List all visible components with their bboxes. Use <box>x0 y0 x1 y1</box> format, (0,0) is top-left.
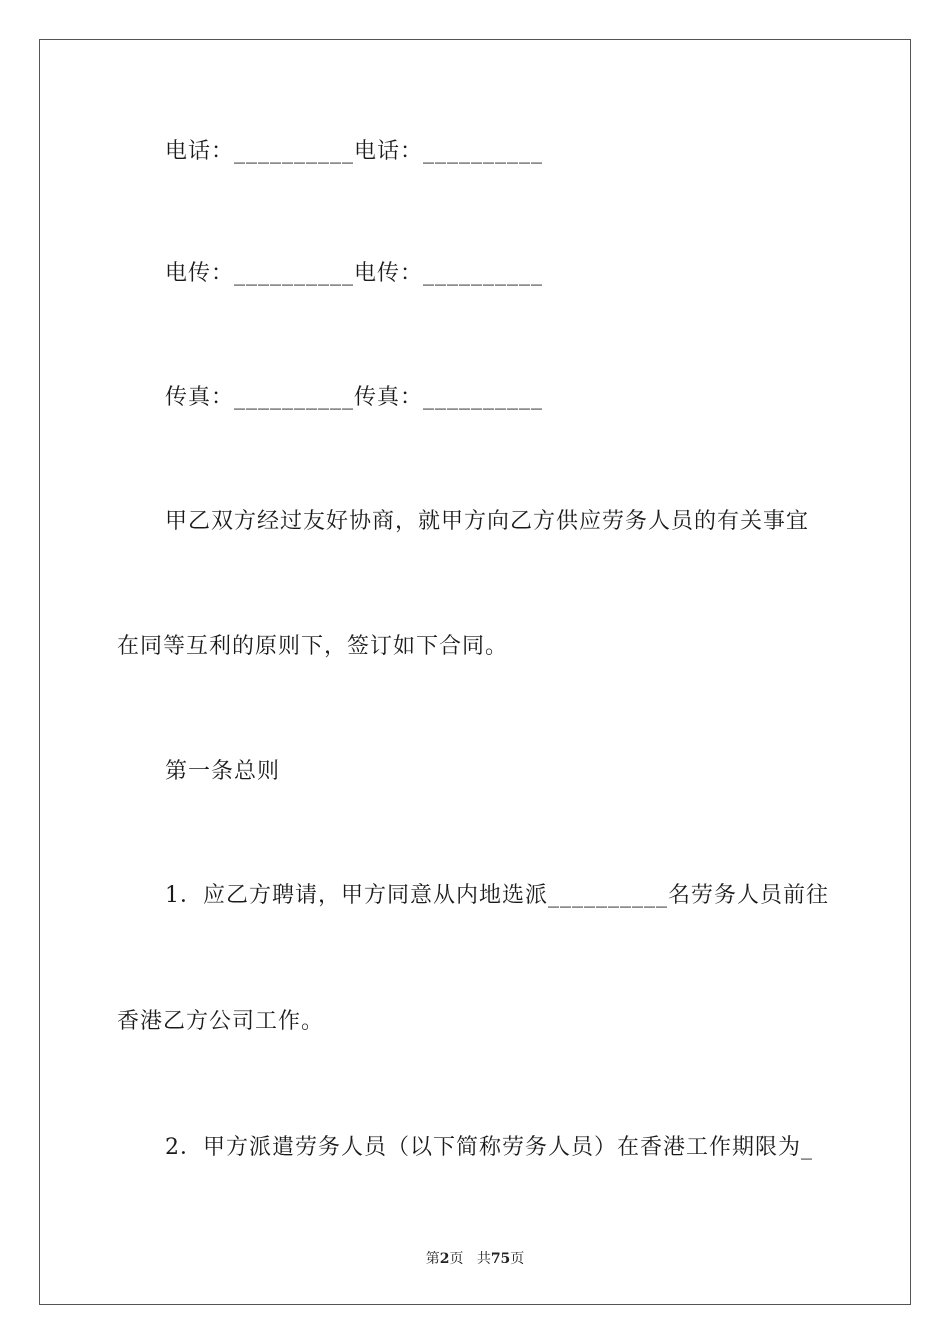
total-prefix: 共 <box>476 1251 491 1267</box>
phone-line: 电话：__________电话：__________ <box>165 139 544 164</box>
telex-line: 电传：__________电传：__________ <box>165 261 544 286</box>
fax-line: 传真：__________传真：__________ <box>165 385 544 410</box>
article-1-heading: 第一条总则 <box>165 759 281 784</box>
clause-2-line-1: 2．甲方派遣劳务人员（以下简称劳务人员）在香港工作期限为_ <box>165 1135 813 1160</box>
page-footer <box>0 1248 950 1268</box>
total-pages: 75 <box>490 1251 511 1267</box>
clause-1-line-2: 香港乙方公司工作。 <box>117 1009 325 1034</box>
total-suffix: 页 <box>510 1251 525 1267</box>
clause-1-line-1: 1．应乙方聘请，甲方同意从内地选派__________名劳务人员前往 <box>165 883 829 908</box>
page-prefix: 第 <box>425 1251 440 1267</box>
page-border <box>39 39 911 1305</box>
page-suffix: 页 <box>449 1251 464 1267</box>
page-number: 2 <box>439 1251 450 1267</box>
preamble-line-2: 在同等互利的原则下，签订如下合同。 <box>117 634 509 659</box>
preamble-line-1: 甲乙双方经过友好协商，就甲方向乙方供应劳务人员的有关事宜 <box>165 509 810 534</box>
